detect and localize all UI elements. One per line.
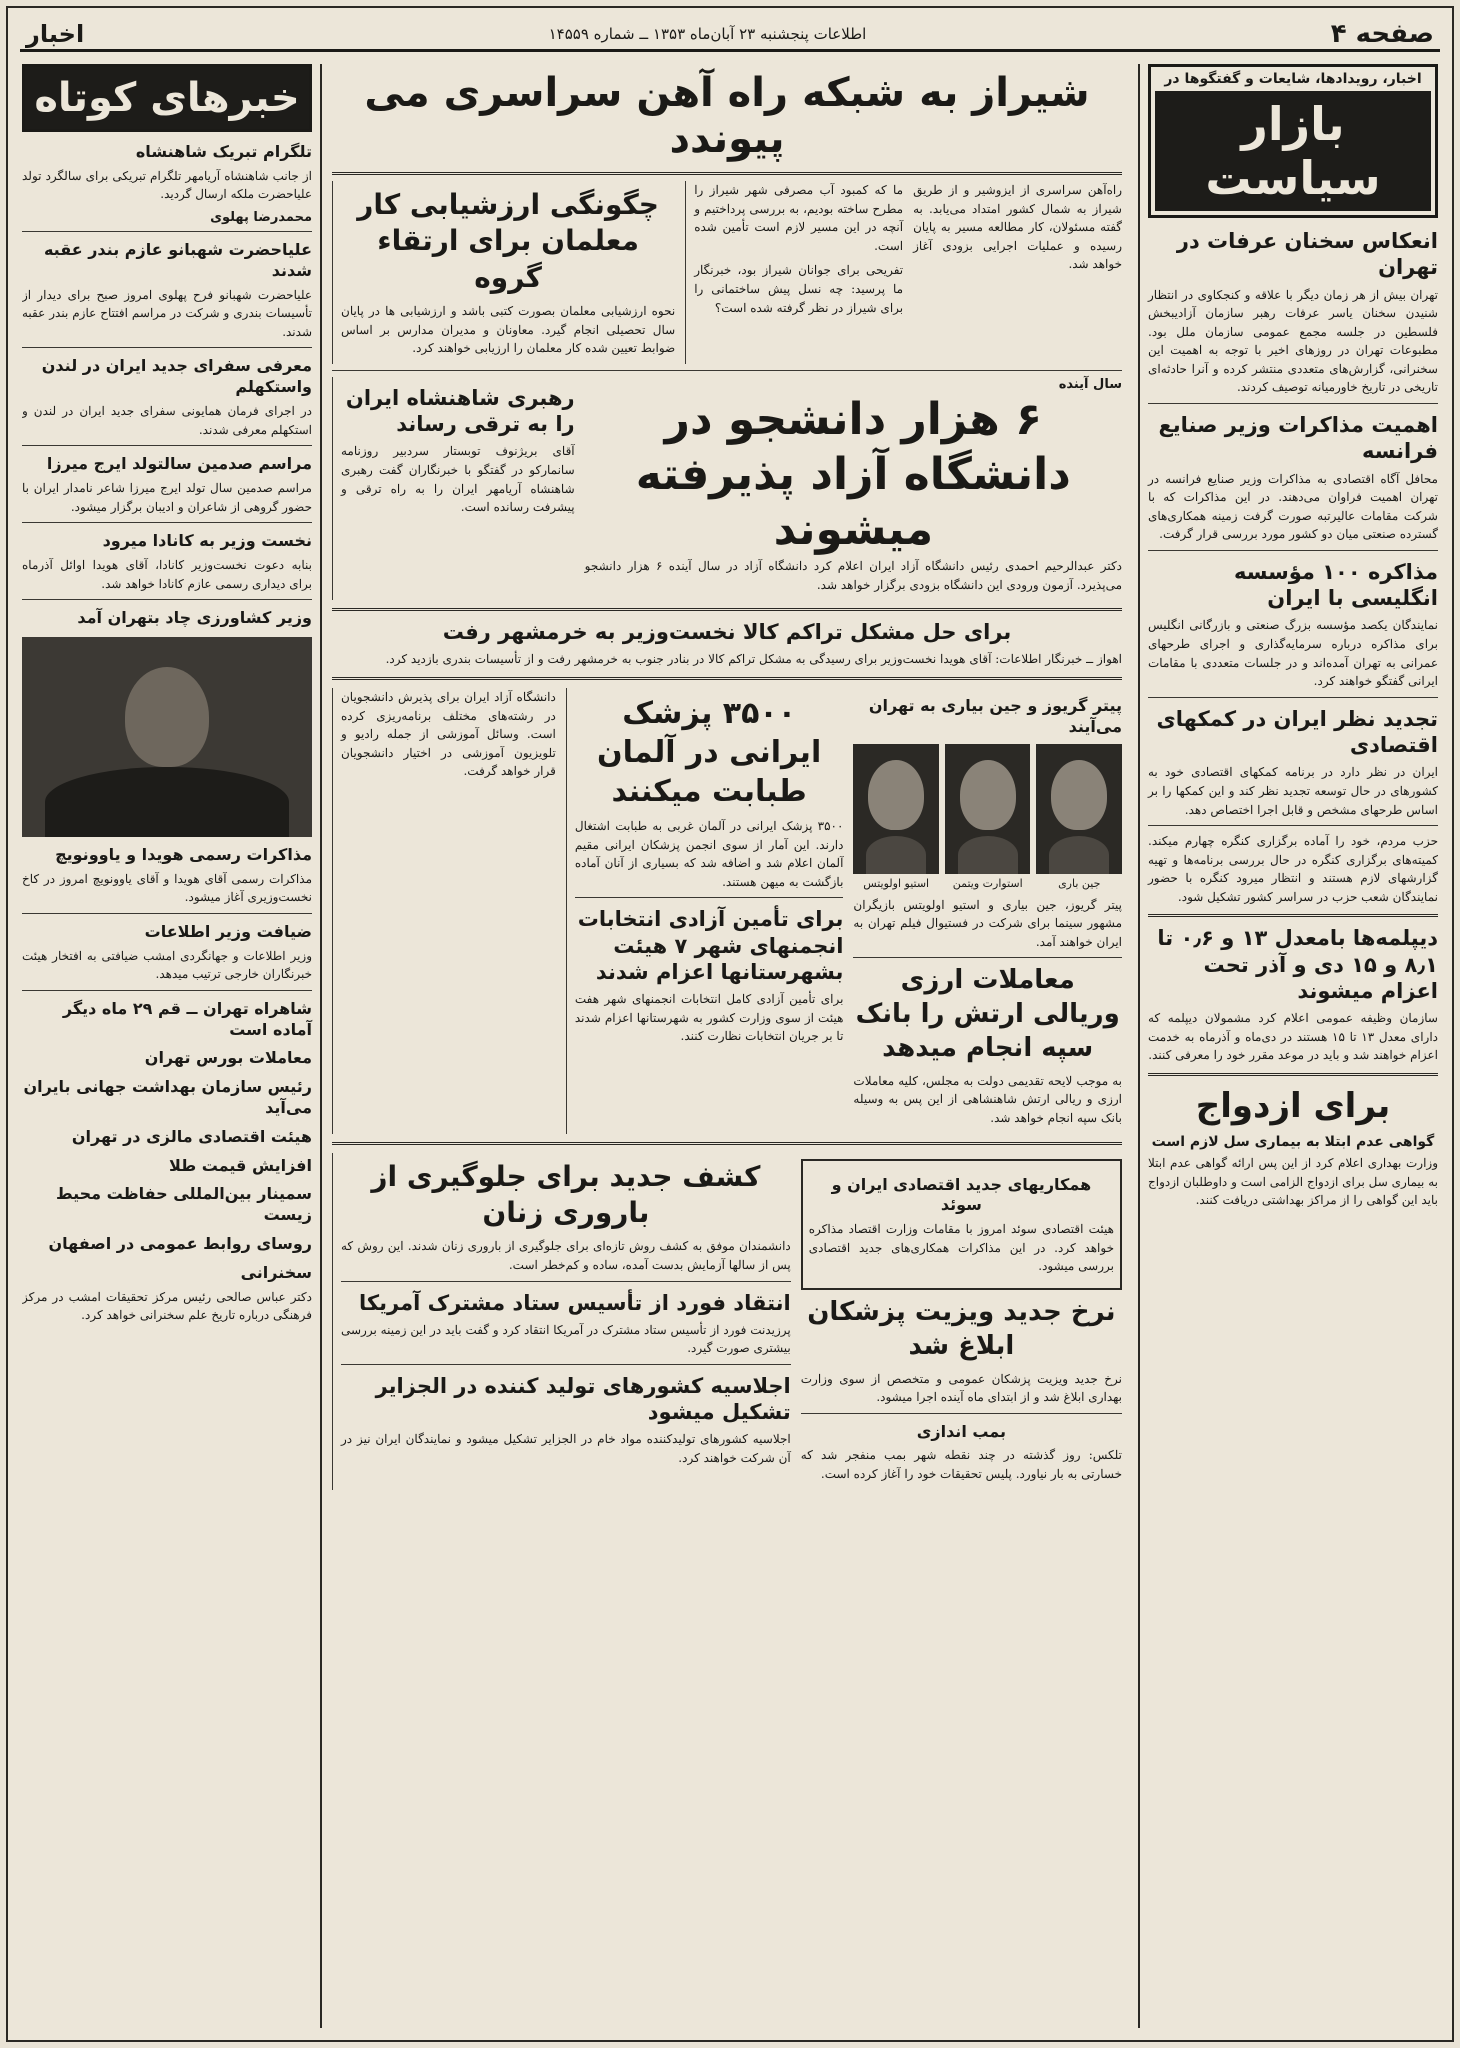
divider (22, 522, 312, 523)
headline-iraj: مراسم صدمین سالتولد ایرج میرزا (46, 454, 312, 474)
signature: محمدرضا پهلوی (210, 209, 312, 225)
double-divider (332, 1142, 1122, 1145)
headline-uk-firms: مذاکره ۱۰۰ مؤسسه انگلیسی با ایران (1233, 559, 1438, 611)
headline-france: اهمیت مذاکرات وزیر صنایع فرانسه (1158, 413, 1438, 464)
headline-aid: تجدید نظر ایران در کمکهای اقتصادی (1156, 706, 1438, 758)
section-name: اخبار (26, 19, 85, 48)
body-diploma: سازمان وظیفه عمومی اعلام کرد مشمولان دیپلمه که دارای معدل ۱۳ تا ۱۵ هستند در دی‌ماه و آذرماه به خدمت اعزام خواهند شد و باید در موعد مقرر خود را معرفی کنند. (1148, 1011, 1438, 1063)
headline-diploma: دیپلمه‌ها بامعدل ۱۳ و ۰٫۶ تا ۸٫۱ و ۱۵ دی و آذر تحت اعزام میشوند (1157, 926, 1438, 1003)
divider (22, 599, 312, 600)
rail-body-2: ما که کمبود آب مصرفی شهر شیراز را مطرح ساخته بودیم، به بررسی پرداختیم و آنچه در این مسیر لازم است تأمین شده است. (694, 183, 904, 253)
body-france: محافل آگاه اقتصادی به مذاکرات وزیر صنایع فرانسه در تهران اهمیت فراوان می‌دهند. در این مذاکرات که با شرکت مقامات عالیرتبه صورت گرفت زمینه همکاری‌های گسترده صنعتی میان دو کشور مورد بررسی قرار گرفت. (1148, 471, 1438, 542)
divider (1148, 697, 1438, 698)
headline-doctors: ۳۵۰۰ پزشک ایرانی در آلمان طبابت میکنند (597, 695, 822, 809)
shoulders-shape (866, 836, 926, 874)
divider (341, 1281, 791, 1282)
headline-seminar: سمینار بین‌المللی حفاظت محیط زیست (55, 1184, 312, 1225)
body-sweden: هیئت اقتصادی سوئد امروز با مقامات وزارت اقتصاد مذاکره خواهد کرد. در این مذاکرات همکاری‌های جدید اقتصادی بررسی میشود. (808, 1222, 1114, 1274)
body-army-bank: به موجب لایحه تقدیمی دولت به مجلس، کلیه معاملات ارزی و ریالی ارتش شاهنشاهی از این پس به وسیله بانک سپه انجام خواهد شد. (853, 1073, 1122, 1125)
bottom-right (801, 1153, 1122, 1490)
face-shape (868, 760, 924, 830)
right-column (1138, 64, 1438, 2028)
shoulders-shape (45, 767, 289, 837)
photo-2 (945, 744, 1031, 890)
body-doctors: ۳۵۰۰ پزشک ایرانی در آلمان غربی به طبابت اشتغال دارند. این آمار از سوی انجمن پزشکان ایرانی مقیم آلمان اعلام شد و اضافه شد که بسیاری از آنان آماده بازگشت به میهن هستند. (574, 818, 844, 889)
body-contraception: دانشمندان موفق به کشف روش تازه‌ای برای جلوگیری از باروری زنان شدند. این روش که پس از سالها آزمایش بدست آمده، ساده و کم‌خطر است. (341, 1239, 791, 1272)
shah-story (332, 377, 575, 600)
headline-lecture: سخنرانی (240, 1262, 312, 1282)
photo-caption: استوارت ویتمن (952, 876, 1023, 890)
headline-chad-minister: وزیر کشاورزی چاد بتهران آمد (77, 608, 312, 628)
univ-story (585, 377, 1122, 600)
headline-actors: پیتر گریوز و جین بیاری به تهران می‌آیند (868, 695, 1122, 736)
body-bombing: تلکس: روز گذشته در چند نقطه شهر بمب منفجر شد که خسارتی به بار نیاورد. پلیس تحقیقات خود را آغاز کرده است. (800, 1448, 1122, 1482)
headline-pm-khorramshahr: برای حل مشکل تراکم کالا نخست‌وزیر به خرمشهر رفت (442, 620, 1012, 645)
rail-col-2 (685, 181, 903, 364)
body-visit-fee: نرخ جدید ویزیت پزشکان عمومی و متخصص از سوی وزارت بهداری ابلاغ شد و از ابتدای ماه آینده اجرا میشود. (800, 1371, 1122, 1405)
body-teachers: نحوه ارزشیابی معلمان بصورت کتبی باشد و ارزشیابی ها در پایان سال تحصیلی انجام گیرد. معاونان و مدیران مدارس بر اساس ضوابط تعیین شده کار معلمان را ارزیابی خواهند کرد. (341, 304, 676, 356)
body-empress: علیاحضرت شهبانو فرح پهلوی امروز صبح برای دیدار از تأسیسات بندری و شرکت در مراسم افتتاح عازم بندر عقبه شدند. (22, 287, 312, 339)
photo-1 (1036, 744, 1122, 890)
double-divider (332, 608, 1122, 611)
page-number: صفحه ۴ (1330, 18, 1434, 49)
masthead (20, 18, 1440, 52)
headline-malaysia: هیئت اقتصادی مالزی در تهران (71, 1126, 312, 1146)
headline-canada: نخست وزیر به کانادا میرود (102, 531, 312, 551)
divider (341, 1364, 791, 1365)
headline-contraception: کشف جدید برای جلوگیری از باروری زنان (371, 1159, 761, 1229)
headline-arafat: انعکاس سخنان عرفات در تهران (1176, 229, 1438, 280)
body-elections: برای تأمین آزادی کامل انتخابات انجمنهای شهر هفت هیئت از سوی وزارت کشور به شهرستانها اعزام شدند تا بر جریان انتخابات نظارت کنند. (574, 992, 844, 1044)
sweden-box (801, 1159, 1122, 1290)
headline-gold: افزایش قیمت طلا (168, 1155, 312, 1175)
actors-story (853, 688, 1122, 1134)
divider (853, 957, 1122, 958)
divider (1148, 403, 1438, 404)
headline-army-bank: معاملات ارزی وریالی ارتش را بانک سپه انجام میدهد (855, 965, 1120, 1063)
shoulders-shape (1049, 836, 1109, 874)
actor-photo (853, 744, 939, 874)
shoulders-shape (958, 836, 1018, 874)
body-actors: پیتر گریوز، جین بیاری و استیو اولویتس بازیگران مشهور سینما برای شرکت در فستیوال فیلم تهران به ایران خواهند آمد. (853, 897, 1122, 949)
headline-teachers: چگونگی ارزشیابی کار معلمان برای ارتقاء گروه (357, 188, 659, 294)
headline-bombing: بمب اندازی (916, 1421, 1007, 1441)
subhead-marriage: گواهی عدم ابتلا به بیماری سل لازم است (1151, 1134, 1435, 1151)
politics-banner (1148, 64, 1438, 218)
body-pm-khorramshahr: اهواز ــ خبرنگار اطلاعات: آقای هویدا نخست‌وزیر برای رسیدگی به مشکل تراکم کالا در بنادر جنوب به خرمشهر رفت و از تأسیسات بندری بازدید کرد. (385, 652, 1122, 667)
bottom-grid (332, 1153, 1122, 1490)
headline-algiers: اجلاسیه کشورهای تولید کننده در الجزایر تشکیل میشود (375, 1373, 791, 1425)
short-news-title: خبرهای کوتاه (22, 64, 312, 132)
body-lecture: دکتر عباس صالحی رئیس مرکز تحقیقات امشب در مرکز فرهنگی درباره تاریخ علم سخنرانی خواهد کرد. (22, 1289, 312, 1323)
headline-ford: انتقاد فورد از تأسیس ستاد مشترک آمریکا (359, 1290, 791, 1315)
issue-info: اطلاعات پنجشنبه ۲۳ آبان‌ماه ۱۳۵۳ ــ شماره ۱۴۵۵۹ (548, 24, 867, 43)
headline-university: ۶ هزار دانشجو در دانشگاه آزاد پذیرفته میشوند (635, 393, 1071, 555)
divider (1148, 825, 1438, 826)
double-divider (1148, 1073, 1438, 1076)
bottom-left (332, 1153, 791, 1490)
divider (801, 1413, 1122, 1414)
univ-grid (332, 377, 1122, 600)
body-shah: آقای بریژنوف توبستار سردبیر روزنامه سانمارکو در گفتگو با خبرنگاران گفت رهبری شاهنشاه آریامهر ایران را به راه ترقی و پیشرفت رسانده است. (341, 444, 575, 515)
headline-highway: شاهراه تهران ــ قم ۲۹ ماه دیگر آماده است (62, 998, 312, 1039)
middle-section (332, 64, 1122, 2028)
body-aid: ایران در نظر دارد در برنامه کمکهای اقتصادی خود به کشورهای در حال توسعه تجدید نظر کند و این کمکها را بر اساس طرحهای مشخص و قابل اجرا اختصاص دهد. (1148, 765, 1438, 817)
body-iraj: مراسم صدمین سال تولد ایرج میرزا شاعر نامدار ایران با حضور گروهی از شاعران و ادیبان برگزار میشود. (22, 480, 312, 514)
body-arafat: تهران‌ بیش‌ از هر زمان دیگر با علاقه و کنجکاوی در انتظار شنیدن سخنان یاسر عرفات رهبر سازمان آزادیبخش فلسطین در جلسه مجمع عمومی سازمان ملل بود. مطبوعات تهران در روزهای اخیر با توجه به اهمیت این سخنرانی، گزارش‌های متعددی منتشر کرده و آنرا حادثه‌ای تاریخی در تاریخ خاورمیانه توصیف کردند. (1148, 287, 1438, 395)
newspaper-page (6, 6, 1454, 2042)
body-university: دکتر عبدالرحیم احمدی رئیس دانشگاه آزاد ایران اعلام کرد دانشگاه آزاد در سال آینده ۶ هزار دانشجو می‌پذیرد. آزمون ورودی این دانشگاه بزودی برگزار خواهد شد. (584, 558, 1122, 592)
headline-sweden: همکاریهای جدید اقتصادی ایران و سوئد (831, 1174, 1092, 1215)
mid-grid (332, 688, 1122, 1134)
divider (22, 347, 312, 348)
double-divider (1148, 914, 1438, 917)
banner-title: بازار سیاست (1155, 91, 1431, 211)
body-marriage: وزارت بهداری اعلام کرد از این پس ارائه گواهی عدم ابتلا به بیماری سل برای ازدواج الزامی است و داوطلبان ازدواج باید این گواهی را از مراکز بهداشتی دریافت کنند. (1148, 1156, 1438, 1208)
double-divider (332, 677, 1122, 680)
divider (22, 231, 312, 232)
top-grid (332, 181, 1122, 364)
headline-shah: رهبری شاهنشاه ایران را به ترقی رساند (345, 385, 575, 437)
body-uk-firms: نمایندگان یکصد مؤسسه بزرگ صنعتی و بازرگانی انگلیس برای مذاکره درباره سرمایه‌گذاری و اجرای طرحهای عمرانی به تهران آمده‌اند و در جلسات متعددی با مقامات ایرانی گفتگو خواهند کرد. (1148, 618, 1438, 689)
divider (22, 913, 312, 914)
headline-pr-heads: روسای روابط عمومی در اصفهان (48, 1234, 312, 1254)
headline-empress: علیاحضرت شهبانو عازم بندر عقبه شدند (43, 239, 312, 280)
divider (332, 370, 1122, 371)
face-shape (1051, 760, 1107, 830)
rail-body-3: تفریحی برای جوانان شیراز بود، خبرنگار ما پرسید: چه نسل پیش ساختمانی را برای شیراز در نظر گرفته شده است؟ (694, 263, 904, 315)
univ-continued (332, 688, 556, 1134)
headline-marriage: برای ازدواج (1195, 1086, 1391, 1126)
headline-ambassadors: معرفی سفرای جدید ایران در لندن واستکهلم (41, 356, 312, 397)
body-algiers: اجلاسیه کشورهای تولیدکننده مواد خام در الجزایر تشکیل میشود و نمایندگان ایران نیز در آن شرکت خواهند کرد. (341, 1432, 791, 1466)
headline-bourse: معاملات بورس تهران (144, 1048, 312, 1068)
face-shape (125, 667, 209, 767)
body-banquet: وزیر اطلاعات و جهانگردی امشب ضیافتی به افتخار هیئت خبرنگاران خارجی ترتیب میدهد. (22, 948, 312, 982)
teacher-story (332, 181, 675, 364)
divider (22, 445, 312, 446)
body-hoveyda-talks: مذاکرات رسمی آقای هویدا و آقای یاوونویچ امروز در کاخ نخست‌وزیری آغاز میشود. (22, 871, 312, 905)
rail-body-1: راه‌آهن سراسری از ایزوشیر و از طریق شیراز به شمال کشور امتداد می‌یابد. به گفته مسئولان، کار مطالعه مسیر به پایان رسیده و عملیات اجرایی بزودی آغاز خواهد شد. (913, 183, 1122, 272)
banner-kicker: اخبار، رویدادها، شایعات و گفتگوها در (1164, 71, 1422, 87)
divider (22, 990, 312, 991)
photo-caption: جین باری (1058, 876, 1101, 890)
headline-who: رئیس سازمان بهداشت جهانی بایران می‌آید (23, 1077, 312, 1118)
rail-col-1 (913, 181, 1122, 364)
body-canada: بنابه دعوت نخست‌وزیر کانادا، آقای هویدا اوائل آذرماه برای دیداری رسمی عازم کانادا خواهد شد. (22, 557, 312, 591)
headline-elections: برای تأمین آزادی انتخابات انجمنهای شهر ۷ هیئت بشهرستانها اعزام شدند (577, 907, 844, 984)
actor-photo (945, 744, 1031, 874)
body-telegram: از جانب شاهنشاه آریامهر تلگرام تبریکی برای سالگرد تولد علیاحضرت ملکه ارسال گردید. (22, 168, 312, 202)
actor-photos (853, 744, 1122, 890)
left-column (22, 64, 322, 2028)
body-university-2: دانشگاه آزاد ایران برای پذیرش دانشجویان در رشته‌های مختلف برنامه‌ریزی کرده است. وسائل آموزشی از جمله رادیو و تلویزیون آموزشی در اختیار دانشجویان قرار خواهد گرفت. (340, 689, 556, 779)
photo-caption: استیو اولویتس (863, 876, 930, 890)
face-shape (960, 760, 1016, 830)
body-party: حزب مردم، خود را آماده برگزاری کنگره چهارم میکند. کمیته‌های برگزاری کنگره در حال بررسی برنامه‌ها و تهیه گزارشهای لازم هستند و انتظار میرود کنگره با حضور نمایندگان شعب حزب در سراسر کشور تشکیل شود. (1148, 834, 1438, 904)
actor-photo (1036, 744, 1122, 874)
doctors-story (566, 688, 844, 1134)
photo-3 (853, 744, 939, 890)
body-ford: پرزیدنت فورد از تأسیس ستاد مشترک در آمریکا انتقاد کرد و گفت باید در این زمینه بررسی بیشتری صورت گیرد. (341, 1322, 791, 1356)
body-ambassadors: در اجرای فرمان همایونی سفرای جدید ایران در لندن و استکهلم معرفی شدند. (22, 403, 312, 437)
headline-telegram: تلگرام تبریک شاهنشاه (135, 142, 312, 161)
chad-minister-photo (22, 637, 312, 837)
divider (575, 897, 844, 898)
main-headline: شیراز به شبکه راه آهن سراسری می پیوندد (332, 64, 1122, 175)
headline-hoveyda-talks: مذاکرات رسمی هویدا و یاوونویچ (55, 844, 312, 864)
divider (1148, 550, 1438, 551)
headline-visit-fee: نرخ جدید ویزیت پزشکان ابلاغ شد (807, 1296, 1116, 1361)
year-label: سال آینده (1058, 376, 1122, 392)
headline-banquet: ضیافت وزیر اطلاعات (144, 921, 312, 941)
